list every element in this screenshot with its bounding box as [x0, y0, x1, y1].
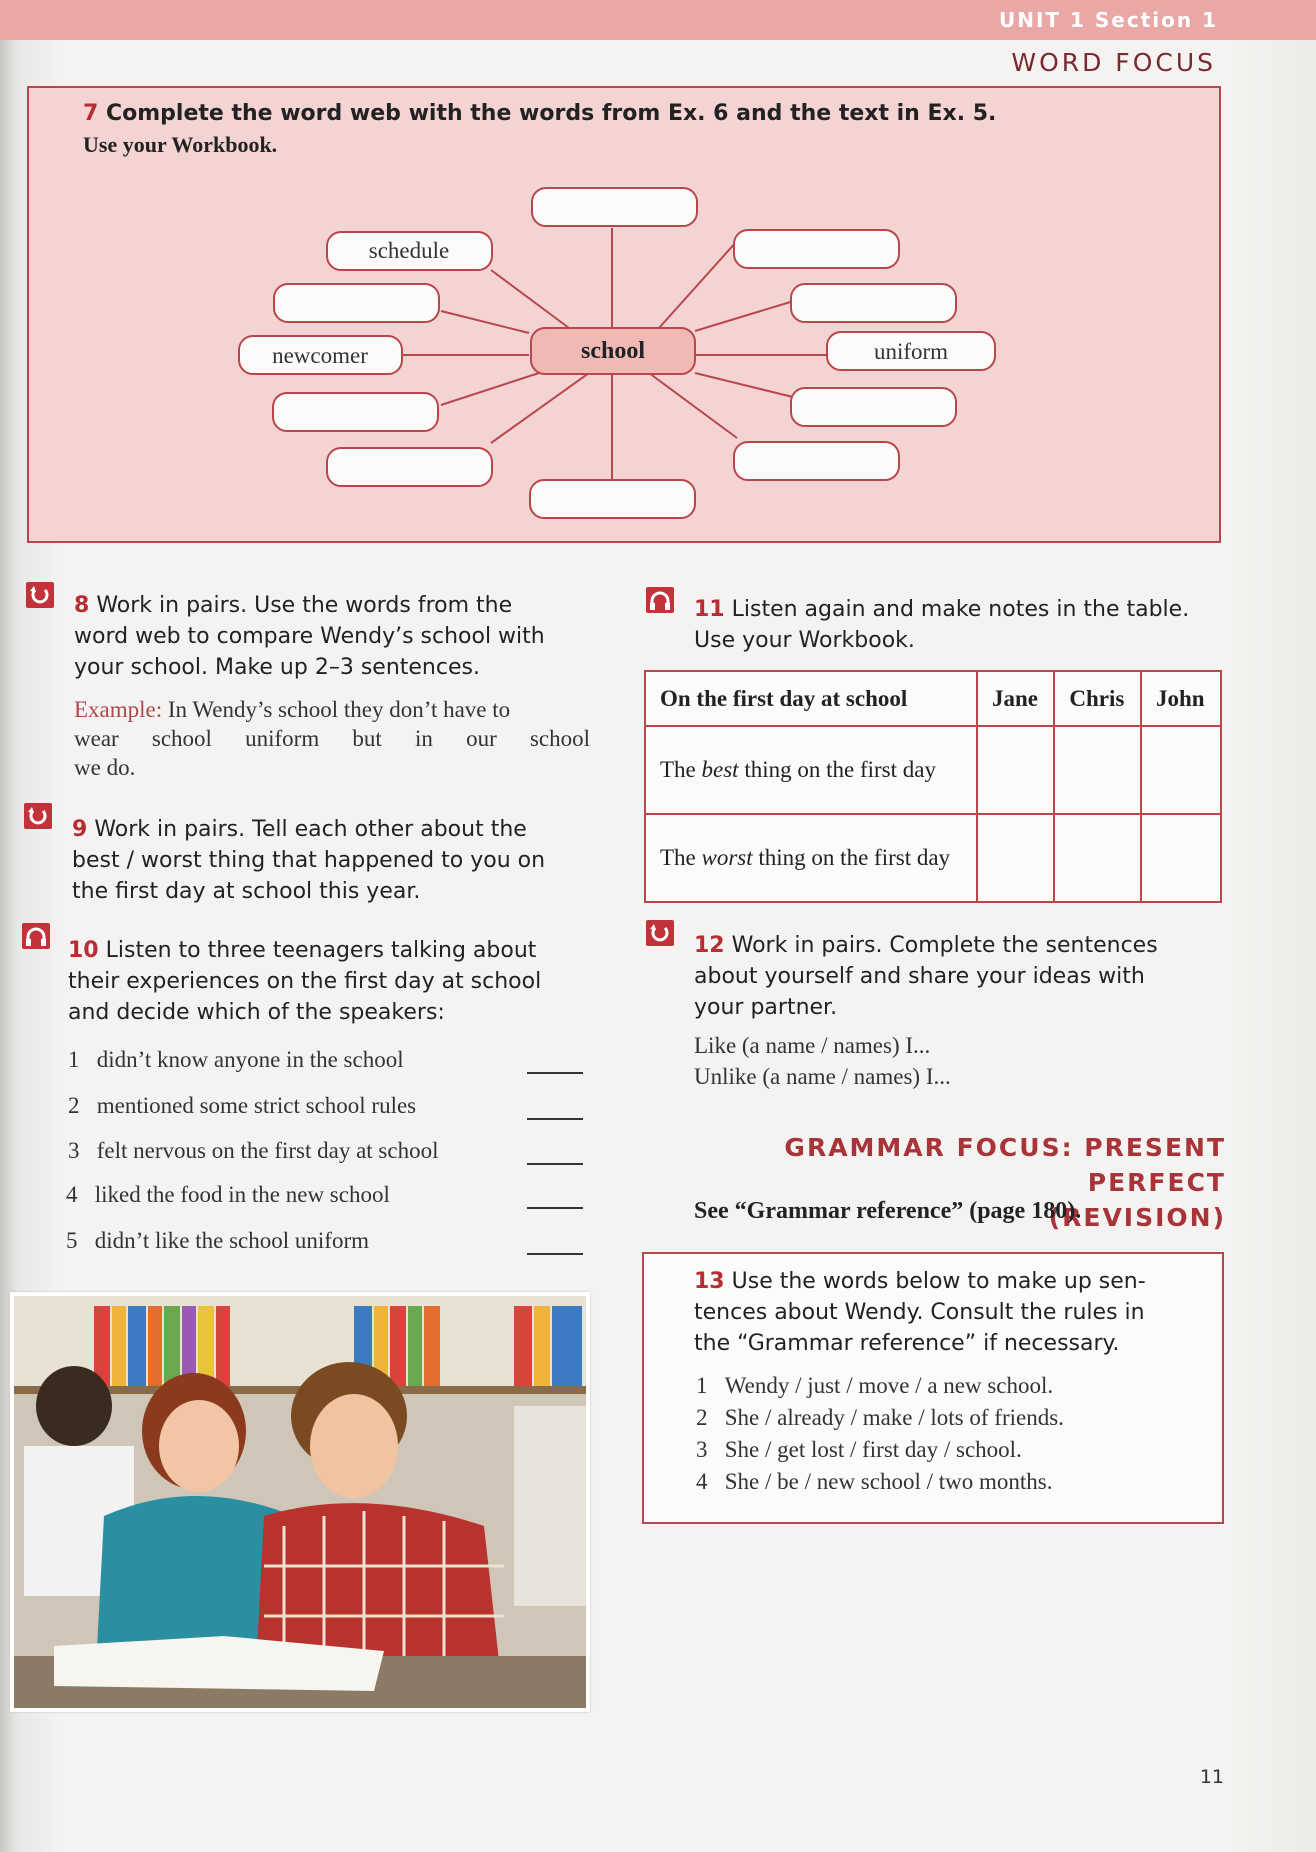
example-line: we do.	[74, 755, 136, 780]
page-number: 11	[1199, 1766, 1224, 1788]
instruction-line: word web to compare Wendy’s school with	[74, 624, 545, 649]
instruction-line: tences about Wendy. Consult the rules in	[694, 1300, 1145, 1325]
row-label: The best thing on the first day	[645, 726, 977, 814]
exercise-number: 9	[72, 817, 88, 842]
table-cell[interactable]	[1054, 726, 1141, 814]
instruction-line: Listen to three teenagers talking about	[105, 938, 537, 963]
exercise-9	[72, 814, 592, 907]
list-item: 2 mentioned some strict school rules	[68, 1093, 417, 1118]
photo-illustration	[14, 1296, 586, 1708]
list-item: 5 didn’t like the school uniform	[66, 1228, 370, 1253]
exercise-number: 7	[83, 101, 99, 126]
exercise-12-prompts	[694, 1030, 1214, 1092]
unit-label: UNIT 1 Section 1	[998, 8, 1218, 32]
instruction-line: best / worst thing that happened to you on	[72, 848, 546, 873]
instruction-line: the “Grammar reference” if necessary.	[694, 1331, 1120, 1356]
exercise-8-example	[74, 695, 590, 782]
exercise-11	[694, 594, 1234, 656]
students-photo	[10, 1292, 590, 1712]
blank-box[interactable]	[734, 442, 899, 480]
section-title: WORD FOCUS	[1011, 48, 1216, 77]
header-band	[0, 0, 1316, 40]
exercise-number: 11	[694, 597, 725, 622]
instruction-line: Listen again and make notes in the table.	[731, 597, 1190, 622]
instruction-line: your school. Make up 2–3 sentences.	[74, 655, 480, 680]
word-schedule: schedule	[368, 238, 450, 263]
answer-blank[interactable]	[527, 1118, 583, 1120]
answer-blank[interactable]	[527, 1072, 583, 1074]
grammar-reference-link[interactable]: See “Grammar reference” (page 180).	[694, 1198, 1082, 1224]
instruction-line: Work in pairs. Use the words from the	[96, 593, 513, 618]
instruction-text: Complete the word web with the words from Ex. 6 and the text in Ex. 5.	[105, 101, 997, 126]
table-header: On the first day at school	[645, 671, 977, 726]
blank-box[interactable]	[327, 448, 492, 486]
instruction-text-2: Use your Workbook.	[83, 132, 278, 157]
exercise-8	[74, 590, 590, 683]
listening-icon	[22, 923, 50, 949]
exercise-7-box	[27, 86, 1221, 543]
exercise-number: 12	[694, 933, 725, 958]
table-cell[interactable]	[1054, 814, 1141, 902]
grammar-subtitle: (REVISION)	[1048, 1203, 1226, 1232]
answer-blank[interactable]	[527, 1207, 583, 1209]
instruction-line: your partner.	[694, 995, 838, 1020]
blank-box[interactable]	[791, 284, 956, 322]
exercise-number: 13	[694, 1269, 725, 1294]
blank-box[interactable]	[791, 388, 956, 426]
list-item: 1 didn’t know anyone in the school	[68, 1047, 404, 1072]
word-web	[29, 88, 1219, 541]
notes-table	[644, 670, 1222, 903]
table-cell[interactable]	[977, 726, 1054, 814]
word-newcomer: newcomer	[272, 343, 368, 368]
exercise-number: 10	[68, 938, 99, 963]
instruction-line: the first day at school this year.	[72, 879, 421, 904]
instruction-line: Work in pairs. Complete the sentences	[731, 933, 1158, 958]
table-header: Chris	[1054, 671, 1141, 726]
exercise-number: 8	[74, 593, 90, 618]
table-cell[interactable]	[1141, 814, 1221, 902]
instruction-line: about yourself and share your ideas with	[694, 964, 1145, 989]
list-item: 3 She / get lost / first day / school.	[696, 1437, 1022, 1462]
word-uniform: uniform	[873, 339, 949, 364]
instruction-line: Use the words below to make up sen-	[731, 1269, 1146, 1294]
exercise-13-box	[642, 1252, 1224, 1524]
blank-box[interactable]	[274, 284, 439, 322]
list-item: 4 She / be / new school / two months.	[696, 1469, 1053, 1494]
pairwork-icon	[26, 582, 54, 608]
example-line: In Wendy’s school they don’t have to	[167, 697, 511, 722]
exercise-13-list	[696, 1370, 1064, 1498]
pairwork-icon	[646, 920, 674, 946]
table-cell[interactable]	[1141, 726, 1221, 814]
blank-box[interactable]	[530, 480, 695, 518]
pairwork-icon	[24, 803, 52, 829]
table-row	[645, 814, 1221, 902]
blank-box[interactable]	[734, 230, 899, 268]
blank-box[interactable]	[273, 393, 438, 431]
list-item: 2 She / already / make / lots of friends.	[696, 1405, 1064, 1430]
instruction-line: and decide which of the speakers:	[68, 1000, 445, 1025]
exercise-13	[694, 1266, 1214, 1359]
example-label: Example:	[74, 697, 163, 722]
instruction-line: Work in pairs. Tell each other about the	[94, 817, 527, 842]
exercise-12	[694, 930, 1226, 1023]
grammar-title: GRAMMAR FOCUS: PRESENT PERFECT	[784, 1133, 1226, 1197]
table-header: Jane	[977, 671, 1054, 726]
exercise-10	[68, 935, 590, 1028]
listening-icon	[646, 587, 674, 613]
table-header: John	[1141, 671, 1221, 726]
blank-box[interactable]	[532, 188, 697, 226]
row-label: The worst thing on the first day	[645, 814, 977, 902]
list-item: 1 Wendy / just / move / a new school.	[696, 1373, 1054, 1398]
list-item: 3 felt nervous on the first day at school	[68, 1138, 439, 1163]
instruction-line: their experiences on the first day at school	[68, 969, 542, 994]
center-word: school	[580, 338, 646, 364]
answer-blank[interactable]	[527, 1253, 583, 1255]
table-row	[645, 726, 1221, 814]
example-line: wear school uniform but in our school	[74, 726, 590, 751]
prompt-line: Unlike (a name / names) I...	[694, 1064, 951, 1089]
prompt-line: Like (a name / names) I...	[694, 1033, 931, 1058]
answer-blank[interactable]	[527, 1163, 583, 1165]
table-cell[interactable]	[977, 814, 1054, 902]
list-item: 4 liked the food in the new school	[66, 1182, 390, 1207]
instruction-line: Use your Workbook.	[694, 628, 915, 653]
